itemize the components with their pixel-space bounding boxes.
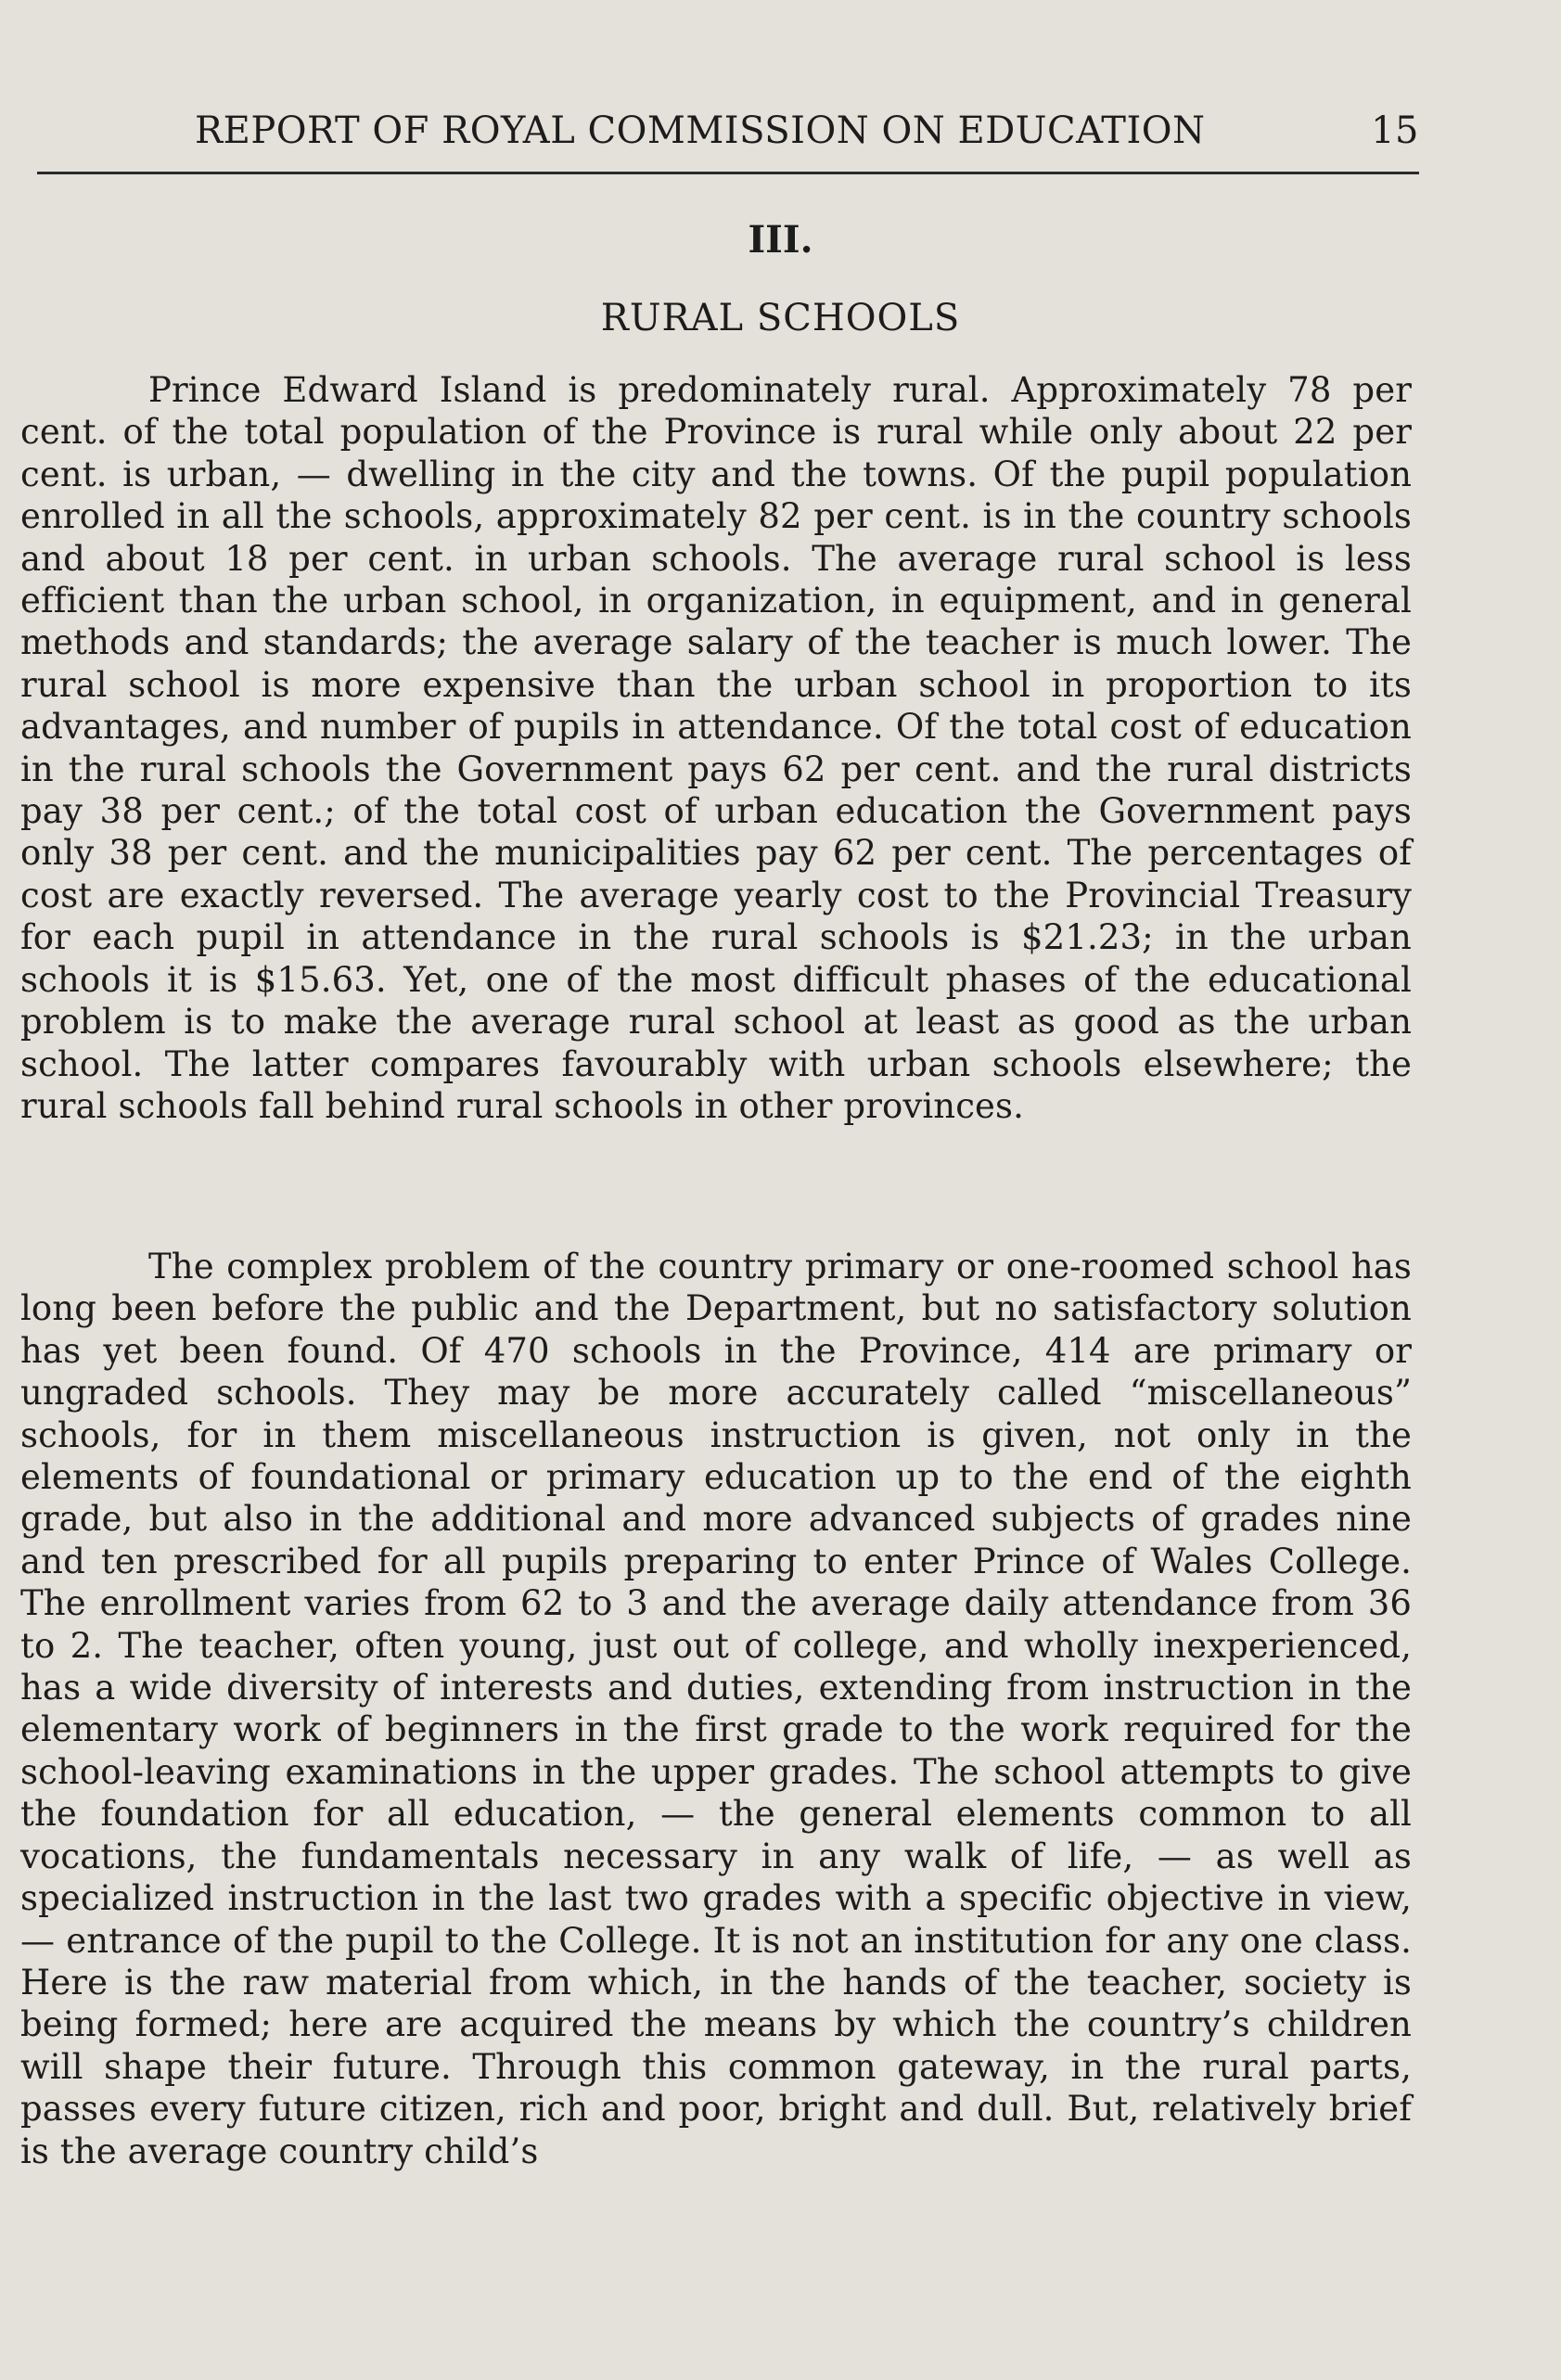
- section-number: III.: [748, 218, 813, 262]
- page-number: 15: [1371, 109, 1419, 152]
- running-title: REPORT OF ROYAL COMMISSION ON EDUCATION: [195, 109, 1206, 152]
- paragraph-rural-overview: Prince Edward Island is predominately rural. Approximately 78 per cent. of the total population of the Province is rural while only about 22 per cent. is urban, — dwelling in the city and the towns. Of the pupil population enrolled in all the schools, approximately 82 per cent. is in the country schools and about 18 per cent. in urban schools. The average rural school is less efficient than the urban school, in organization, in equipment, and in general methods and standards; the average salary of the teacher is much lower. The rural school is more expensive than the urban school in proportion to its advantages, and number of pupils in attendance. Of the total cost of education in the rural schools the Government pays 62 per cent. and the rural districts pay 38 per cent.; of the total cost of urban education the Government pays only 38 per cent. and the municipalities pay 62 per cent. The percentages of cost are exactly reversed. The average yearly cost to the Provincial Treasury for each pupil in attendance in the rural schools is $21.23; in the urban schools it is $15.63. Yet, one of the most difficult phases of the educational problem is to make the average rural school at least as good as the urban school. The latter compares favourably with urban schools elsewhere; the rural schools fall behind rural schools in other provinces.: [20, 370, 1412, 1126]
- paragraph-one-room-schools: The complex problem of the country primary or one-roomed school has long been before the public and the Department, but no satisfactory solution has yet been found. Of 470 schools in the Province, 414 are primary or ungraded schools. They may be more accurately called “miscellaneous” schools, for in them miscellaneous instruction is given, not only in the elements of foundational or primary education up to the end of the eighth grade, but also in the additional and more advanced subjects of grades nine and ten prescribed for all pupils preparing to enter Prince of Wales College. The enrollment varies from 62 to 3 and the average daily attendance from 36 to 2. The teacher, often young, just out of college, and wholly inexperienced, has a wide diversity of interests and duties, extending from instruction in the elementary work of beginners in the first grade to the work required for the school-leaving examinations in the upper grades. The school attempts to give the foundation for all education, — the general elements common to all vocations, the fundamentals necessary in any walk of life, — as well as specialized instruction in the last two grades with a specific objective in view, — entrance of the pupil to the College. It is not an institution for any one class. Here is the raw material from which, in the hands of the teacher, society is being formed; here are acquired the means by which the country’s children will shape their future. Through this common gateway, in the rural parts, passes every future citizen, rich and poor, bright and dull. But, relatively brief is the average country child’s: [20, 1247, 1412, 2171]
- running-head: [195, 109, 1419, 165]
- header-rule: [37, 172, 1419, 174]
- section-title: RURAL SCHOOLS: [600, 297, 961, 339]
